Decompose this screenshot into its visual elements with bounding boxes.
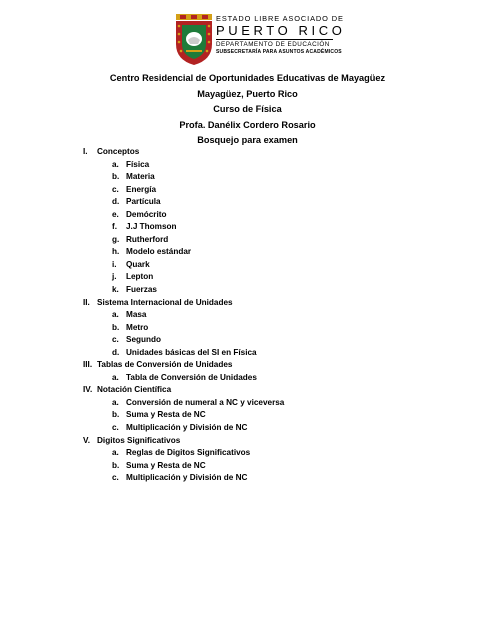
item-label: Masa bbox=[126, 310, 147, 320]
school-name: Centro Residencial de Oportunidades Educativas de Mayagüez bbox=[109, 73, 386, 83]
section-number: IV. bbox=[83, 385, 93, 395]
item-letter: c. bbox=[112, 184, 119, 194]
outline-item bbox=[0, 171, 495, 184]
item-letter: d. bbox=[112, 347, 120, 357]
item-letter: b. bbox=[112, 410, 120, 420]
item-letter: b. bbox=[112, 460, 120, 470]
item-letter: g. bbox=[112, 234, 120, 244]
outline-item bbox=[0, 397, 495, 410]
agency-line-2: PUERTO RICO bbox=[216, 23, 346, 38]
agency-line-1: ESTADO LIBRE ASOCIADO DE bbox=[216, 14, 344, 23]
item-letter: b. bbox=[112, 172, 120, 182]
item-label: Suma y Resta de NC bbox=[126, 410, 206, 420]
outline-item bbox=[0, 221, 495, 234]
item-label: Suma y Resta de NC bbox=[126, 460, 206, 470]
outline-item bbox=[0, 234, 495, 247]
outline-section bbox=[0, 297, 495, 310]
outline-item bbox=[0, 447, 495, 460]
item-label: Materia bbox=[126, 172, 155, 182]
item-label: Unidades básicas del SI en Física bbox=[126, 347, 257, 357]
item-letter: d. bbox=[112, 197, 120, 207]
section-number: III. bbox=[83, 360, 93, 370]
letterhead bbox=[174, 14, 346, 66]
outline-item bbox=[0, 246, 495, 259]
item-letter: a. bbox=[112, 448, 119, 458]
outline-item bbox=[0, 259, 495, 272]
outline-item bbox=[0, 334, 495, 347]
item-letter: a. bbox=[112, 372, 119, 382]
item-label: Multiplicación y División de NC bbox=[126, 473, 248, 483]
outline-item bbox=[0, 460, 495, 473]
item-letter: h. bbox=[112, 247, 120, 257]
puerto-rico-seal-icon bbox=[174, 14, 214, 66]
exam-outline bbox=[0, 146, 495, 485]
item-letter: c. bbox=[112, 473, 119, 483]
item-label: Rutherford bbox=[126, 234, 169, 244]
item-letter: k. bbox=[112, 285, 119, 295]
item-label: Demócrito bbox=[126, 209, 167, 219]
item-letter: a. bbox=[112, 397, 119, 407]
document-title: Bosquejo para examen bbox=[197, 135, 298, 146]
section-title: Conceptos bbox=[97, 147, 140, 156]
outline-item bbox=[0, 159, 495, 172]
item-label: Física bbox=[126, 159, 150, 169]
item-label: Metro bbox=[126, 322, 149, 332]
item-label: Energía bbox=[126, 184, 157, 194]
section-title: Digitos Significativos bbox=[97, 435, 181, 445]
item-letter: b. bbox=[112, 322, 120, 332]
section-title: Tablas de Conversión de Unidades bbox=[97, 360, 233, 370]
outline-item bbox=[0, 372, 495, 385]
item-label: J.J Thomson bbox=[126, 222, 177, 232]
item-label: Segundo bbox=[126, 335, 162, 345]
outline-item bbox=[0, 409, 495, 422]
outline-item bbox=[0, 422, 495, 435]
outline-item bbox=[0, 472, 495, 485]
outline-item bbox=[0, 271, 495, 284]
teacher-name: Profa. Danélix Cordero Rosario bbox=[179, 119, 316, 130]
outline-item bbox=[0, 309, 495, 322]
document-title-block bbox=[0, 71, 495, 149]
item-letter: a. bbox=[112, 310, 119, 320]
item-label: Multiplicación y División de NC bbox=[126, 423, 248, 433]
outline-item bbox=[0, 347, 495, 360]
outline-item bbox=[0, 184, 495, 197]
outline-section bbox=[0, 384, 495, 397]
section-title: Notación Científica bbox=[97, 385, 172, 395]
location: Mayagüez, Puerto Rico bbox=[197, 88, 298, 99]
outline-item bbox=[0, 209, 495, 222]
item-letter: c. bbox=[112, 335, 119, 345]
outline-item bbox=[0, 322, 495, 335]
item-letter: a. bbox=[112, 159, 119, 169]
item-label: Fuerzas bbox=[126, 285, 157, 295]
item-label: Reglas de Digitos Significativos bbox=[126, 448, 251, 458]
item-label: Partícula bbox=[126, 197, 161, 207]
item-letter: i. bbox=[112, 259, 117, 269]
section-title: Sistema Internacional de Unidades bbox=[97, 297, 233, 307]
item-letter: f. bbox=[112, 222, 118, 232]
agency-line-4: SUBSECRETARÍA PARA ASUNTOS ACADÉMICOS bbox=[216, 49, 342, 55]
item-label: Modelo estándar bbox=[126, 247, 192, 257]
outline-item bbox=[0, 284, 495, 297]
outline-section bbox=[0, 146, 495, 159]
item-label: Quark bbox=[126, 259, 150, 269]
item-letter: e. bbox=[112, 209, 119, 219]
outline-section bbox=[0, 359, 495, 372]
item-label: Conversión de numeral a NC y viceversa bbox=[126, 397, 285, 407]
item-letter: c. bbox=[112, 423, 119, 433]
item-label: Lepton bbox=[126, 272, 154, 282]
section-number: II. bbox=[83, 297, 90, 307]
outline-section bbox=[0, 435, 495, 448]
agency-name bbox=[216, 14, 346, 55]
course-name: Curso de Física bbox=[213, 104, 282, 115]
section-number: V. bbox=[83, 435, 90, 445]
agency-divider bbox=[216, 39, 333, 40]
item-label: Tabla de Conversión de Unidades bbox=[126, 372, 257, 382]
section-number: I. bbox=[83, 147, 88, 156]
item-letter: j. bbox=[112, 272, 117, 282]
agency-line-3: DEPARTAMENTO DE EDUCACIÓN bbox=[216, 41, 330, 48]
outline-item bbox=[0, 196, 495, 209]
